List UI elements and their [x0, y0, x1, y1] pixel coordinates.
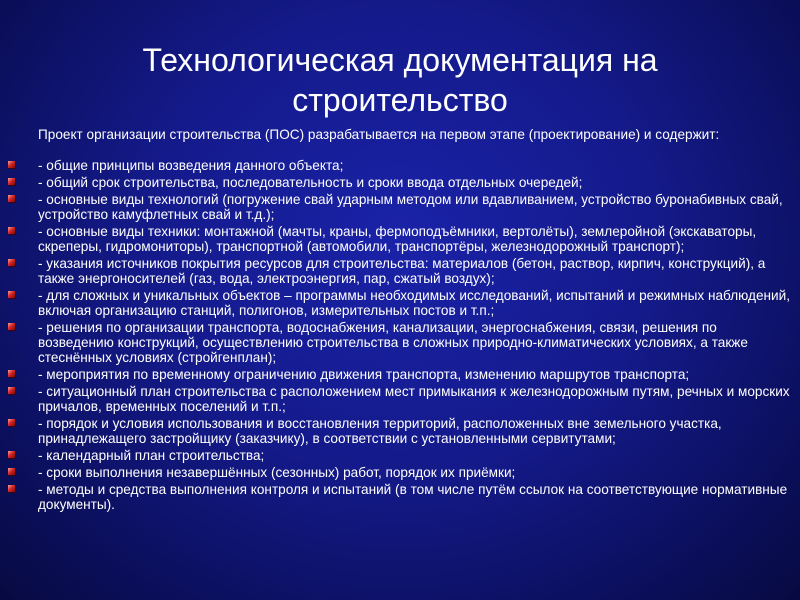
list-item [0, 482, 790, 512]
list-item [0, 175, 790, 190]
square-bullet-icon [8, 227, 15, 234]
list-item [0, 320, 790, 365]
list-item [0, 192, 790, 222]
list-item [0, 256, 790, 286]
list-item-text: - сроки выполнения незавершённых (сезонных) работ, порядок их приёмки; [38, 465, 516, 480]
list-item-text: - для сложных и уникальных объектов – программы необходимых исследований, испытаний и режимных наблюдений, включая организацию станций, полигонов, измерительных постов и т.п.; [38, 288, 791, 318]
square-bullet-icon [8, 178, 15, 185]
square-bullet-icon [8, 259, 15, 266]
square-bullet-icon [8, 291, 15, 298]
list-item [0, 224, 790, 254]
list-item [0, 465, 790, 480]
square-bullet-icon [8, 451, 15, 458]
list-item [0, 448, 790, 463]
list-item-text: - мероприятия по временному ограничению движения транспорта, изменению маршрутов транспорта; [38, 367, 690, 382]
list-item-text: - указания источников покрытия ресурсов для строительства: материалов (бетон, раствор, кирпич, конструкций), а также энергоносителей (газ, вода, электроэнергия, пар, сжатый воздух); [38, 256, 766, 286]
list-item [0, 416, 790, 446]
list-item-text: - календарный план строительства; [38, 448, 265, 463]
list-item [0, 158, 790, 173]
square-bullet-icon [8, 195, 15, 202]
slide-title: Технологическая документация на строительство [142, 42, 658, 118]
square-bullet-icon [8, 485, 15, 492]
list-item-text: - ситуационный план строительства с расположением мест примыкания к железнодорожным путям, речных и морских причалов, временных поселений и т.п.; [38, 384, 790, 414]
list-item-text: - основные виды технологий (погружение свай ударным методом или вдавливанием, устройство буронабивных свай, устройство камуфлетных свай и т.д.); [38, 192, 783, 222]
list-item-text: - порядок и условия использования и восстановления территорий, расположенных вне земельного участка, принадлежащего застройщику (заказчику), в соответствии с установленными сервитутами; [38, 416, 722, 446]
list-item-text: - решения по организации транспорта, водоснабжения, канализации, энергоснабжения, связи, решения по возведению конструкций, осуществлению строительства в сложных природно-климатических условиях, а также стеснённых условиях (стройгенплан); [38, 320, 748, 365]
list-item [0, 367, 790, 382]
square-bullet-icon [8, 323, 15, 330]
list-item [0, 288, 790, 318]
list-item-text: - основные виды техники: монтажной (мачты, краны, фермоподъёмники, вертолёты), землеройной (экскаваторы, скреперы, гидромониторы), транспортной (автомобили, транспортёры, железнодорожный транспорт); [38, 224, 757, 254]
slide-intro: Проект организации строительства (ПОС) разрабатывается на первом этапе (проектирование) и содержит: [38, 127, 720, 142]
square-bullet-icon [8, 161, 15, 168]
square-bullet-icon [8, 387, 15, 394]
list-item [0, 384, 790, 414]
square-bullet-icon [8, 419, 15, 426]
square-bullet-icon [8, 468, 15, 475]
list-item-text: - методы и средства выполнения контроля и испытаний (в том числе путём ссылок на соответствующие нормативные документы). [38, 482, 788, 512]
square-bullet-icon [8, 370, 15, 377]
list-item-text: - общие принципы возведения данного объекта; [38, 158, 344, 173]
bullet-list [0, 158, 790, 514]
list-item-text: - общий срок строительства, последовательность и сроки ввода отдельных очередей; [38, 175, 583, 190]
